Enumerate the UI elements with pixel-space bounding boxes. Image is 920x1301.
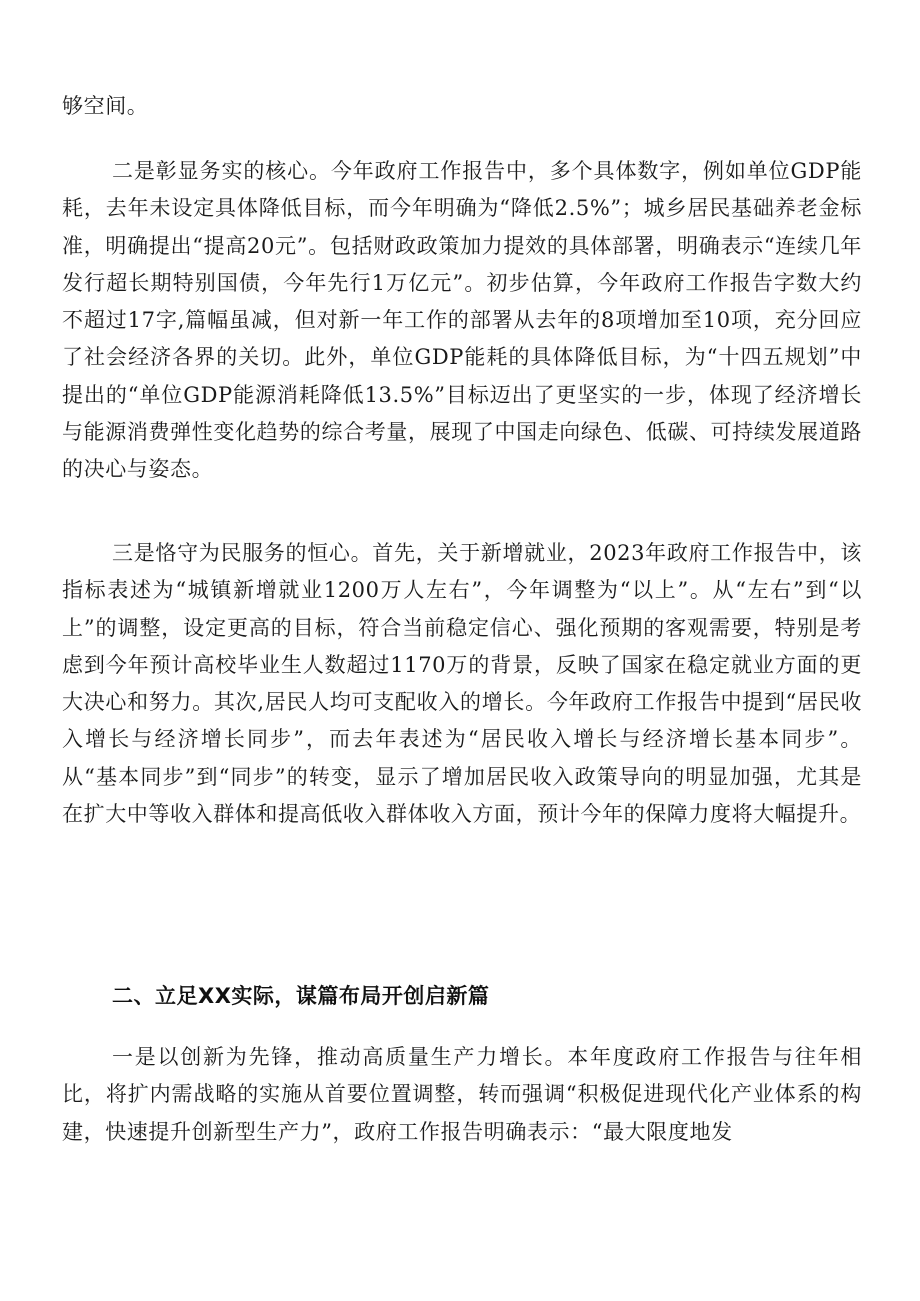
paragraph-pragmatic-core: 二是彰显务实的核心。今年政府工作报告中，多个具体数字，例如单位GDP能耗，去年未设定具体降低目标，而今年明确为“降低2.5%”；城乡居民基础养老金标准，明确提出“提高20元”。包括财政政策加力提效的具体部署，明确表示“连续几年发行超长期特别国债，今年先行1万亿元”。初步估算，今年政府工作报告字数大约不超过17字,篇幅虽减，但对新一年工作的部署从去年的8项增加至10项，充分回应了社会经济各界的关切。此外，单位GDP能耗的具体降低目标，为“十四五规划”中提出的“单位GDP能源消耗降低13.5%”目标迈出了更坚实的一步，体现了经济增长与能源消费弹性变化趋势的综合考量，展现了中国走向绿色、低碳、可持续发展道路的决心与姿态。 [62, 159, 862, 482]
paragraph-serve-people: 三是恪守为民服务的恒心。首先，关于新增就业，2023年政府工作报告中，该指标表述为“城镇新增就业1200万人左右”，今年调整为“以上”。从“左右”到“以上”的调整，设定更高的目标，符合当前稳定信心、强化预期的客观需要，特别是考虑到今年预计高校毕业生人数超过1170万的背景，反映了国家在稳定就业方面的更大决心和努力。其次,居民人均可支配收入的增长。今年政府工作报告中提到“居民收入增长与经济增长同步”，而去年表述为“居民收入增长与经济增长基本同步”。从“基本同步”到“同步”的转变，显示了增加居民收入政策导向的明显加强，尤其是在扩大中等收入群体和提高低收入群体收入方面，预计今年的保障力度将大幅提升。 [62, 541, 862, 827]
section-heading: 二、立足XX实际，谋篇布局开创启新篇 [112, 984, 490, 1008]
paragraph-innovation: 一是以创新为先锋，推动高质量生产力增长。本年度政府工作报告与往年相比，将扩内需战略的实施从首要位置调整，转而强调“积极促进现代化产业体系的构建，快速提升创新型生产力”，政府工作报告明确表示：“最大限度地发 [62, 1045, 862, 1144]
paragraph-continuation: 够空间。 [62, 94, 149, 118]
